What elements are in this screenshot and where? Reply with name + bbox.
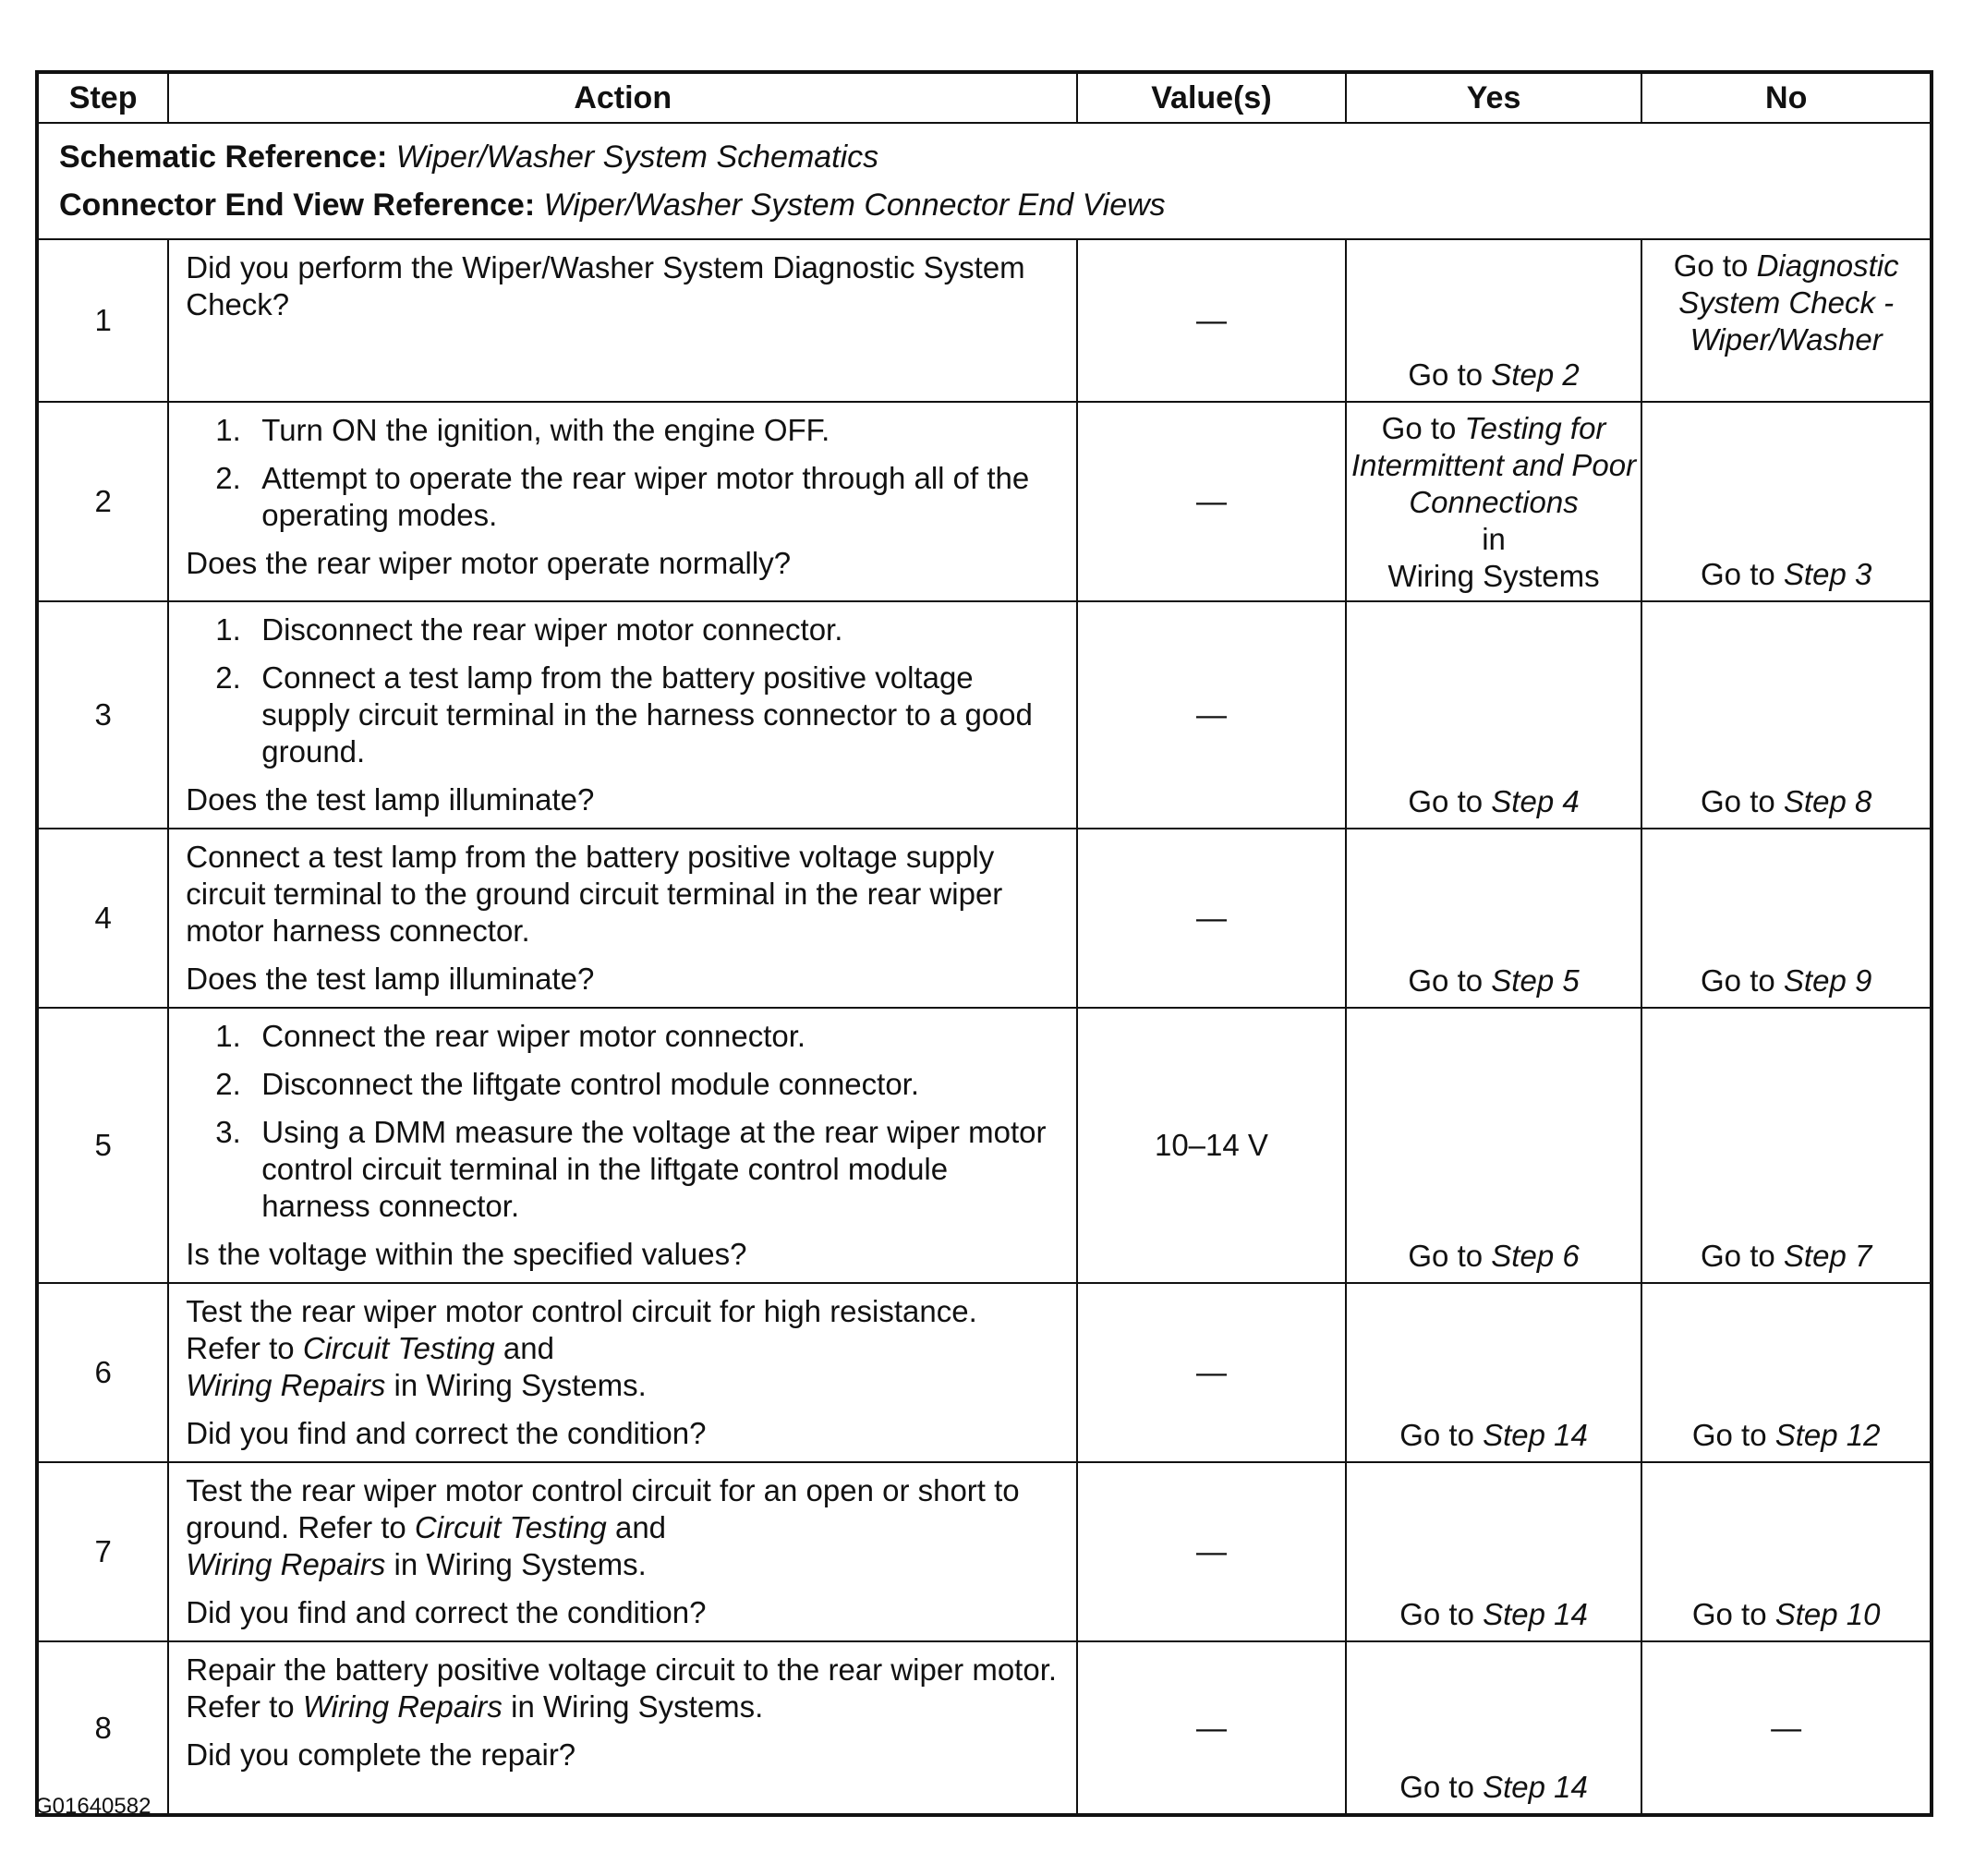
yes-in-text: in <box>1482 522 1506 556</box>
value-cell: — <box>1077 402 1346 601</box>
action-list-item: 1. Connect the rear wiper motor connector. <box>215 1019 806 1053</box>
yes-link[interactable]: Step 2 <box>1491 357 1580 392</box>
goto-label: Go to <box>1399 1418 1474 1452</box>
action-cell <box>168 1008 1077 1283</box>
action-text: Test the rear wiper motor control circuit for an open or short to ground. Refer to Circuit Testing and Wiring Repairs in Wiring Systems. <box>186 1473 1020 1581</box>
header-yes: Yes <box>1346 72 1642 123</box>
header-row <box>37 72 1932 123</box>
yes-link[interactable]: Step 6 <box>1491 1239 1580 1273</box>
table-row <box>37 601 1932 829</box>
action-cell <box>168 601 1077 829</box>
goto-label: Go to <box>1408 357 1484 392</box>
no-cell <box>1641 402 1932 601</box>
step-number: 2 <box>37 402 168 601</box>
table-row <box>37 1462 1932 1641</box>
goto-label: Go to <box>1381 411 1457 445</box>
figure-id: G01640582 <box>35 1794 151 1819</box>
yes-cell <box>1346 239 1642 402</box>
value-cell: — <box>1077 239 1346 402</box>
table-row <box>37 239 1932 402</box>
goto-label: Go to <box>1408 1239 1484 1273</box>
step-number: 5 <box>37 1008 168 1283</box>
no-cell <box>1641 239 1932 402</box>
goto-label: Go to <box>1701 557 1775 591</box>
action-question: Did you find and correct the condition? <box>186 1595 707 1629</box>
goto-label: Go to <box>1399 1770 1474 1804</box>
action-question: Is the voltage within the specified values? <box>186 1237 747 1271</box>
action-text: Test the rear wiper motor control circuit for high resistance. Refer to Circuit Testing and Wiring Repairs in Wiring Systems. <box>186 1294 977 1402</box>
connector-reference-label: Connector End View Reference: <box>59 188 536 223</box>
no-value: — <box>1771 1710 1802 1745</box>
step-number: 4 <box>37 829 168 1008</box>
circuit-testing-link[interactable]: Circuit Testing <box>414 1510 607 1544</box>
value-cell: — <box>1077 1283 1346 1462</box>
action-list-item: 1. Disconnect the rear wiper motor connector. <box>215 612 843 647</box>
action-text: Did you perform the Wiper/Washer System Diagnostic System Check? <box>186 250 1025 321</box>
yes-cell <box>1346 402 1642 601</box>
yes-link[interactable]: Step 14 <box>1483 1597 1588 1631</box>
yes-cell <box>1346 601 1642 829</box>
yes-link[interactable]: Step 14 <box>1483 1770 1588 1804</box>
table-row <box>37 402 1932 601</box>
header-no: No <box>1641 72 1932 123</box>
no-cell <box>1641 829 1932 1008</box>
yes-cell <box>1346 1641 1642 1815</box>
no-link[interactable]: Step 12 <box>1774 1418 1881 1452</box>
step-number: 1 <box>37 239 168 402</box>
step-number: 7 <box>37 1462 168 1641</box>
reference-cell <box>37 123 1932 239</box>
no-cell <box>1641 1008 1932 1283</box>
yes-cell <box>1346 1462 1642 1641</box>
step-number: 8 <box>37 1641 168 1815</box>
schematic-reference-value: Wiper/Washer System Schematics <box>395 139 879 175</box>
table-row <box>37 1641 1932 1815</box>
goto-label: Go to <box>1408 784 1484 818</box>
value-cell: — <box>1077 1462 1346 1641</box>
action-cell <box>168 402 1077 601</box>
goto-label: Go to <box>1701 784 1775 818</box>
yes-link[interactable]: Step 4 <box>1491 784 1580 818</box>
circuit-testing-link[interactable]: Circuit Testing <box>302 1331 495 1365</box>
goto-label: Go to <box>1701 963 1775 998</box>
goto-label: Go to <box>1691 1418 1767 1452</box>
connector-reference-value: Wiper/Washer System Connector End Views <box>543 188 1166 223</box>
step-number: 6 <box>37 1283 168 1462</box>
yes-cell <box>1346 1008 1642 1283</box>
goto-label: Go to <box>1408 963 1484 998</box>
yes-cell <box>1346 829 1642 1008</box>
no-link[interactable]: Step 8 <box>1783 784 1872 818</box>
table-row <box>37 1008 1932 1283</box>
wiring-repairs-link[interactable]: Wiring Repairs <box>186 1368 386 1402</box>
table-row <box>37 829 1932 1008</box>
action-text: Repair the battery positive voltage circuit to the rear wiper motor. Refer to Wiring Repairs in Wiring Systems. <box>186 1652 1058 1724</box>
no-link[interactable]: Step 3 <box>1783 557 1872 591</box>
yes-link[interactable]: Step 14 <box>1483 1418 1588 1452</box>
diagnostic-table <box>35 70 1933 1817</box>
action-question: Does the rear wiper motor operate normally? <box>186 546 792 580</box>
action-question: Does the test lamp illuminate? <box>186 782 595 817</box>
action-cell <box>168 1283 1077 1462</box>
no-cell <box>1641 1283 1932 1462</box>
action-text: Connect a test lamp from the battery positive voltage supply circuit terminal to the ground circuit terminal in the rear wiper motor harness connector. <box>186 840 1003 948</box>
connector-reference <box>59 181 1909 229</box>
header-values: Value(s) <box>1077 72 1346 123</box>
header-step: Step <box>37 72 168 123</box>
step-number: 3 <box>37 601 168 829</box>
action-cell <box>168 829 1077 1008</box>
no-link[interactable]: Step 7 <box>1783 1239 1872 1273</box>
table-row <box>37 1283 1932 1462</box>
action-list-item: 3. Using a DMM measure the voltage at the rear wiper motor control circuit terminal in the liftgate control module harness connector. <box>215 1115 1047 1223</box>
action-question: Did you complete the repair? <box>186 1737 576 1772</box>
goto-label: Go to <box>1691 1597 1767 1631</box>
action-cell <box>168 239 1077 402</box>
action-question: Does the test lamp illuminate? <box>186 962 595 996</box>
reference-row <box>37 123 1932 239</box>
action-list-item: 2. Attempt to operate the rear wiper motor through all of the operating modes. <box>215 461 1030 532</box>
goto-label: Go to <box>1701 1239 1775 1273</box>
yes-tail-text: Wiring Systems <box>1387 559 1600 593</box>
schematic-reference <box>59 133 1909 181</box>
wiring-repairs-link[interactable]: Wiring Repairs <box>186 1547 386 1581</box>
goto-label: Go to <box>1399 1597 1474 1631</box>
schematic-reference-label: Schematic Reference: <box>59 139 388 175</box>
header-action: Action <box>168 72 1077 123</box>
no-link[interactable]: Step 10 <box>1774 1597 1881 1631</box>
action-list-item: 2. Connect a test lamp from the battery positive voltage supply circuit terminal in the harness connector to a good ground. <box>215 660 1033 769</box>
action-list-item: 1. Turn ON the ignition, with the engine OFF. <box>215 413 830 447</box>
action-list-item: 2. Disconnect the liftgate control module connector. <box>215 1067 920 1101</box>
value-cell: 10–14 V <box>1077 1008 1346 1283</box>
yes-cell <box>1346 1283 1642 1462</box>
value-cell: — <box>1077 1641 1346 1815</box>
no-cell <box>1641 1641 1932 1815</box>
no-link[interactable]: Diagnostic System Check - Wiper/Washer <box>1678 248 1899 357</box>
action-question: Did you find and correct the condition? <box>186 1416 707 1450</box>
wiring-repairs-link[interactable]: Wiring Repairs <box>302 1689 503 1724</box>
action-cell <box>168 1462 1077 1641</box>
no-link[interactable]: Step 9 <box>1783 963 1872 998</box>
value-cell: — <box>1077 829 1346 1008</box>
yes-link[interactable]: Testing for Intermittent and Poor Connections <box>1350 411 1637 519</box>
value-cell: — <box>1077 601 1346 829</box>
no-cell <box>1641 601 1932 829</box>
yes-link[interactable]: Step 5 <box>1491 963 1580 998</box>
goto-label: Go to <box>1673 248 1749 283</box>
action-cell <box>168 1641 1077 1815</box>
no-cell <box>1641 1462 1932 1641</box>
